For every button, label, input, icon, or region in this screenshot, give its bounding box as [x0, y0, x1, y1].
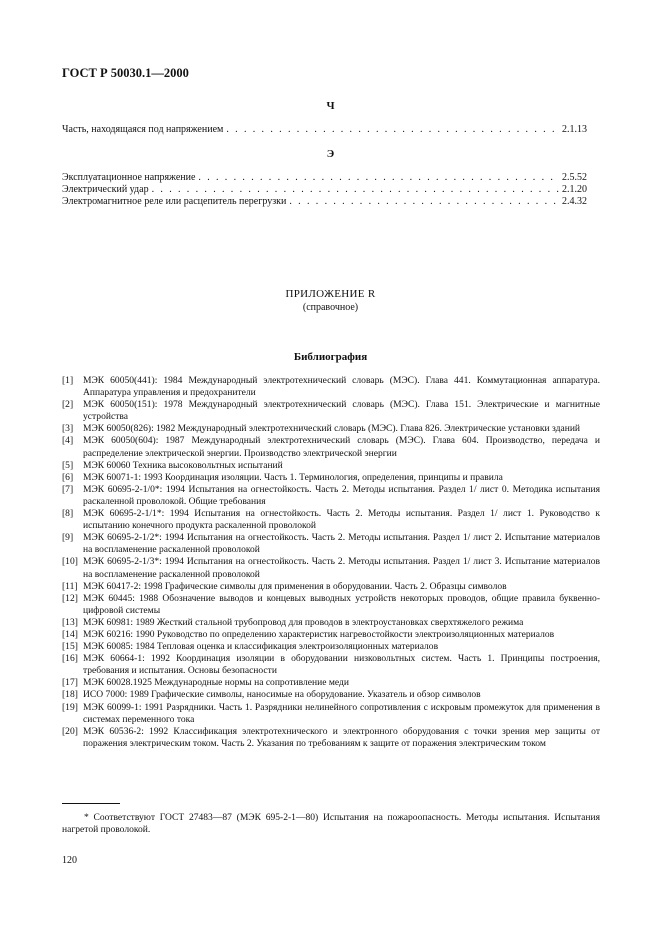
- ref-text: МЭК 60695-2-1/2*: 1994 Испытания на огнестойкость. Часть 2. Методы испытания. Раздел 1/ лист 2. Испытание материалов на воспламенение раскаленной проволокой: [83, 532, 600, 556]
- ref-text: МЭК 60085: 1984 Тепловая оценка и классификация электроизоляционных материалов: [83, 641, 439, 653]
- index-entry: [62, 172, 590, 184]
- ref-text: МЭК 60417-2: 1998 Графические символы для применения в оборудовании. Часть 2. Образцы символов: [83, 580, 507, 592]
- ref-text: МЭК 60060 Техника высоковольтных испытаний: [83, 459, 283, 471]
- document-header: ГОСТ Р 50030.1—2000: [62, 66, 189, 80]
- ref-text: МЭК 60981: 1989 Жесткий стальной трубопровод для проводов в электроустановках сверхтяжелого режима: [83, 616, 524, 628]
- appendix-title: ПРИЛОЖЕНИЕ R: [285, 288, 376, 300]
- ref-text: МЭК 60695-2-1/0*: 1994 Испытания на огнестойкость. Часть 2. Методы испытания. Раздел 1/ лист 0. Методика испытания раскаленной проволокой. Общие требования: [83, 483, 600, 507]
- ref-text: МЭК 60050(826): 1982 Международный электротехнический словарь (МЭС). Глава 826. Электрические установки зданий: [83, 423, 581, 435]
- ref-text: МЭК 60050(604): 1987 Международный электротехнический словарь (МЭС). Глава 604. Производство, передача и распределение электрической энергии. Производство электрической энергии: [83, 435, 600, 459]
- index-ref: 2.1.20: [562, 184, 587, 195]
- leader-dots: [289, 196, 559, 208]
- bibliography-item: [62, 508, 600, 532]
- index-term: Электрический удар: [62, 184, 149, 195]
- ref-text: МЭК 60695-2-1/3*: 1994 Испытания на огнестойкость. Часть 2. Методы испытания. Раздел 1/ лист 3. Испытание материалов на воспламенение раскаленной проволокой: [83, 556, 600, 580]
- ref-number: [7]: [62, 483, 74, 495]
- footnote: * Соответствуют ГОСТ 27483—87 (МЭК 695-2-1—80) Испытания на пожароопасность. Методы испытания. Испытания нагретой проволокой.: [62, 812, 600, 835]
- bibliography-item: [62, 472, 600, 484]
- ref-number: [11]: [62, 580, 78, 592]
- index-entry: [62, 124, 590, 136]
- ref-number: [6]: [62, 471, 74, 483]
- ref-number: [5]: [62, 459, 74, 471]
- ref-number: [20]: [62, 725, 78, 737]
- ref-text: МЭК 60664-1: 1992 Координация изоляции в оборудовании низковольтных систем. Часть 1. Принципы построения, требования и испытания. Основы безопасности: [83, 653, 600, 677]
- bibliography-item: [62, 677, 600, 689]
- leader-dots: [152, 184, 559, 196]
- bibliography-item: [62, 593, 600, 617]
- bibliography-item: [62, 641, 600, 653]
- leader-dots: [226, 124, 559, 136]
- bibliography-item: [62, 629, 600, 641]
- ref-text: МЭК 60445: 1988 Обозначение выводов и концевых выводных устройств некоторых проводов, общие правила буквенно-цифровой системы: [83, 592, 600, 616]
- index-term: Электромагнитное реле или расцепитель перегрузки: [62, 196, 287, 207]
- page-number: 120: [62, 855, 77, 866]
- bibliography-item: [62, 702, 600, 726]
- ref-text: МЭК 60050(441): 1984 Международный электротехнический словарь (МЭС). Глава 441. Коммутационная аппаратура. Аппаратура управления и предохранители: [83, 375, 600, 399]
- ref-number: [4]: [62, 435, 74, 447]
- index-entry: [62, 196, 590, 208]
- ref-number: [14]: [62, 628, 78, 640]
- ref-text: МЭК 60050(151): 1978 Международный электротехнический словарь (МЭС). Глава 151. Электрические и магнитные устройства: [83, 399, 600, 423]
- ref-number: [9]: [62, 532, 74, 544]
- ref-text: МЭК 60071-1: 1993 Координация изоляции. Часть 1. Терминология, определения, принципы и правила: [83, 471, 503, 483]
- bibliography-item: [62, 423, 600, 435]
- ref-number: [18]: [62, 689, 78, 701]
- ref-text: МЭК 60099-1: 1991 Разрядники. Часть 1. Разрядники нелинейного сопротивления с искровым промежуток для применения в системах переменного тока: [83, 701, 600, 725]
- index-entry: [62, 184, 590, 196]
- ref-text: МЭК 60028.1925 Международные нормы на сопротивление меди: [83, 677, 349, 689]
- bibliography-item: [62, 375, 600, 399]
- ref-text: ИСО 7000: 1989 Графические символы, наносимые на оборудование. Указатель и обзор символов: [83, 689, 481, 701]
- bibliography-item: [62, 399, 600, 423]
- footnote-divider: [62, 803, 120, 804]
- ref-number: [3]: [62, 423, 74, 435]
- ref-number: [12]: [62, 592, 78, 604]
- ref-text: МЭК 60695-2-1/1*: 1994 Испытания на огнестойкость. Часть 2. Методы испытания. Раздел 1/ лист 1. Руководство к испытанию конечного продукта раскаленной проволокой: [83, 508, 600, 532]
- bibliography-item: [62, 460, 600, 472]
- ref-number: [10]: [62, 556, 78, 568]
- bibliography-item: [62, 653, 600, 677]
- ref-text: МЭК 60216: 1990 Руководство по определению характеристик нагревостойкости электроизоляционных материалов: [83, 628, 555, 640]
- index-term: Эксплуатационное напряжение: [62, 172, 196, 183]
- index-ref: 2.5.52: [562, 172, 587, 183]
- bibliography-item: [62, 532, 600, 556]
- ref-number: [13]: [62, 616, 78, 628]
- bibliography-item: [62, 617, 600, 629]
- ref-number: [1]: [62, 375, 74, 386]
- bibliography-item: [62, 689, 600, 701]
- index-letter-e: Э: [326, 148, 335, 160]
- ref-number: [8]: [62, 508, 74, 520]
- ref-number: [19]: [62, 701, 78, 713]
- bibliography-item: [62, 484, 600, 508]
- ref-number: [16]: [62, 653, 78, 665]
- appendix-subtitle: (справочное): [302, 302, 359, 313]
- ref-number: [15]: [62, 641, 78, 653]
- bibliography-item: [62, 581, 600, 593]
- bibliography-item: [62, 435, 600, 459]
- ref-number: [17]: [62, 677, 78, 689]
- index-letter-che: Ч: [326, 100, 335, 112]
- ref-number: [2]: [62, 399, 74, 411]
- index-ref: 2.4.32: [562, 196, 587, 207]
- bibliography-item: [62, 726, 600, 750]
- bibliography-item: [62, 556, 600, 580]
- leader-dots: [198, 172, 559, 184]
- index-term: Часть, находящаяся под напряжением: [62, 124, 224, 135]
- ref-text: МЭК 60536-2: 1992 Классификация электротехнического и электронного оборудования с точки зрения мер защиты от поражения электрическим током. Часть 2. Указания по требованиям к защите от поражения электрическим током: [83, 725, 600, 749]
- bibliography-title: Библиография: [293, 351, 368, 363]
- index-ref: 2.1.13: [562, 124, 587, 135]
- bibliography-list: [62, 375, 600, 750]
